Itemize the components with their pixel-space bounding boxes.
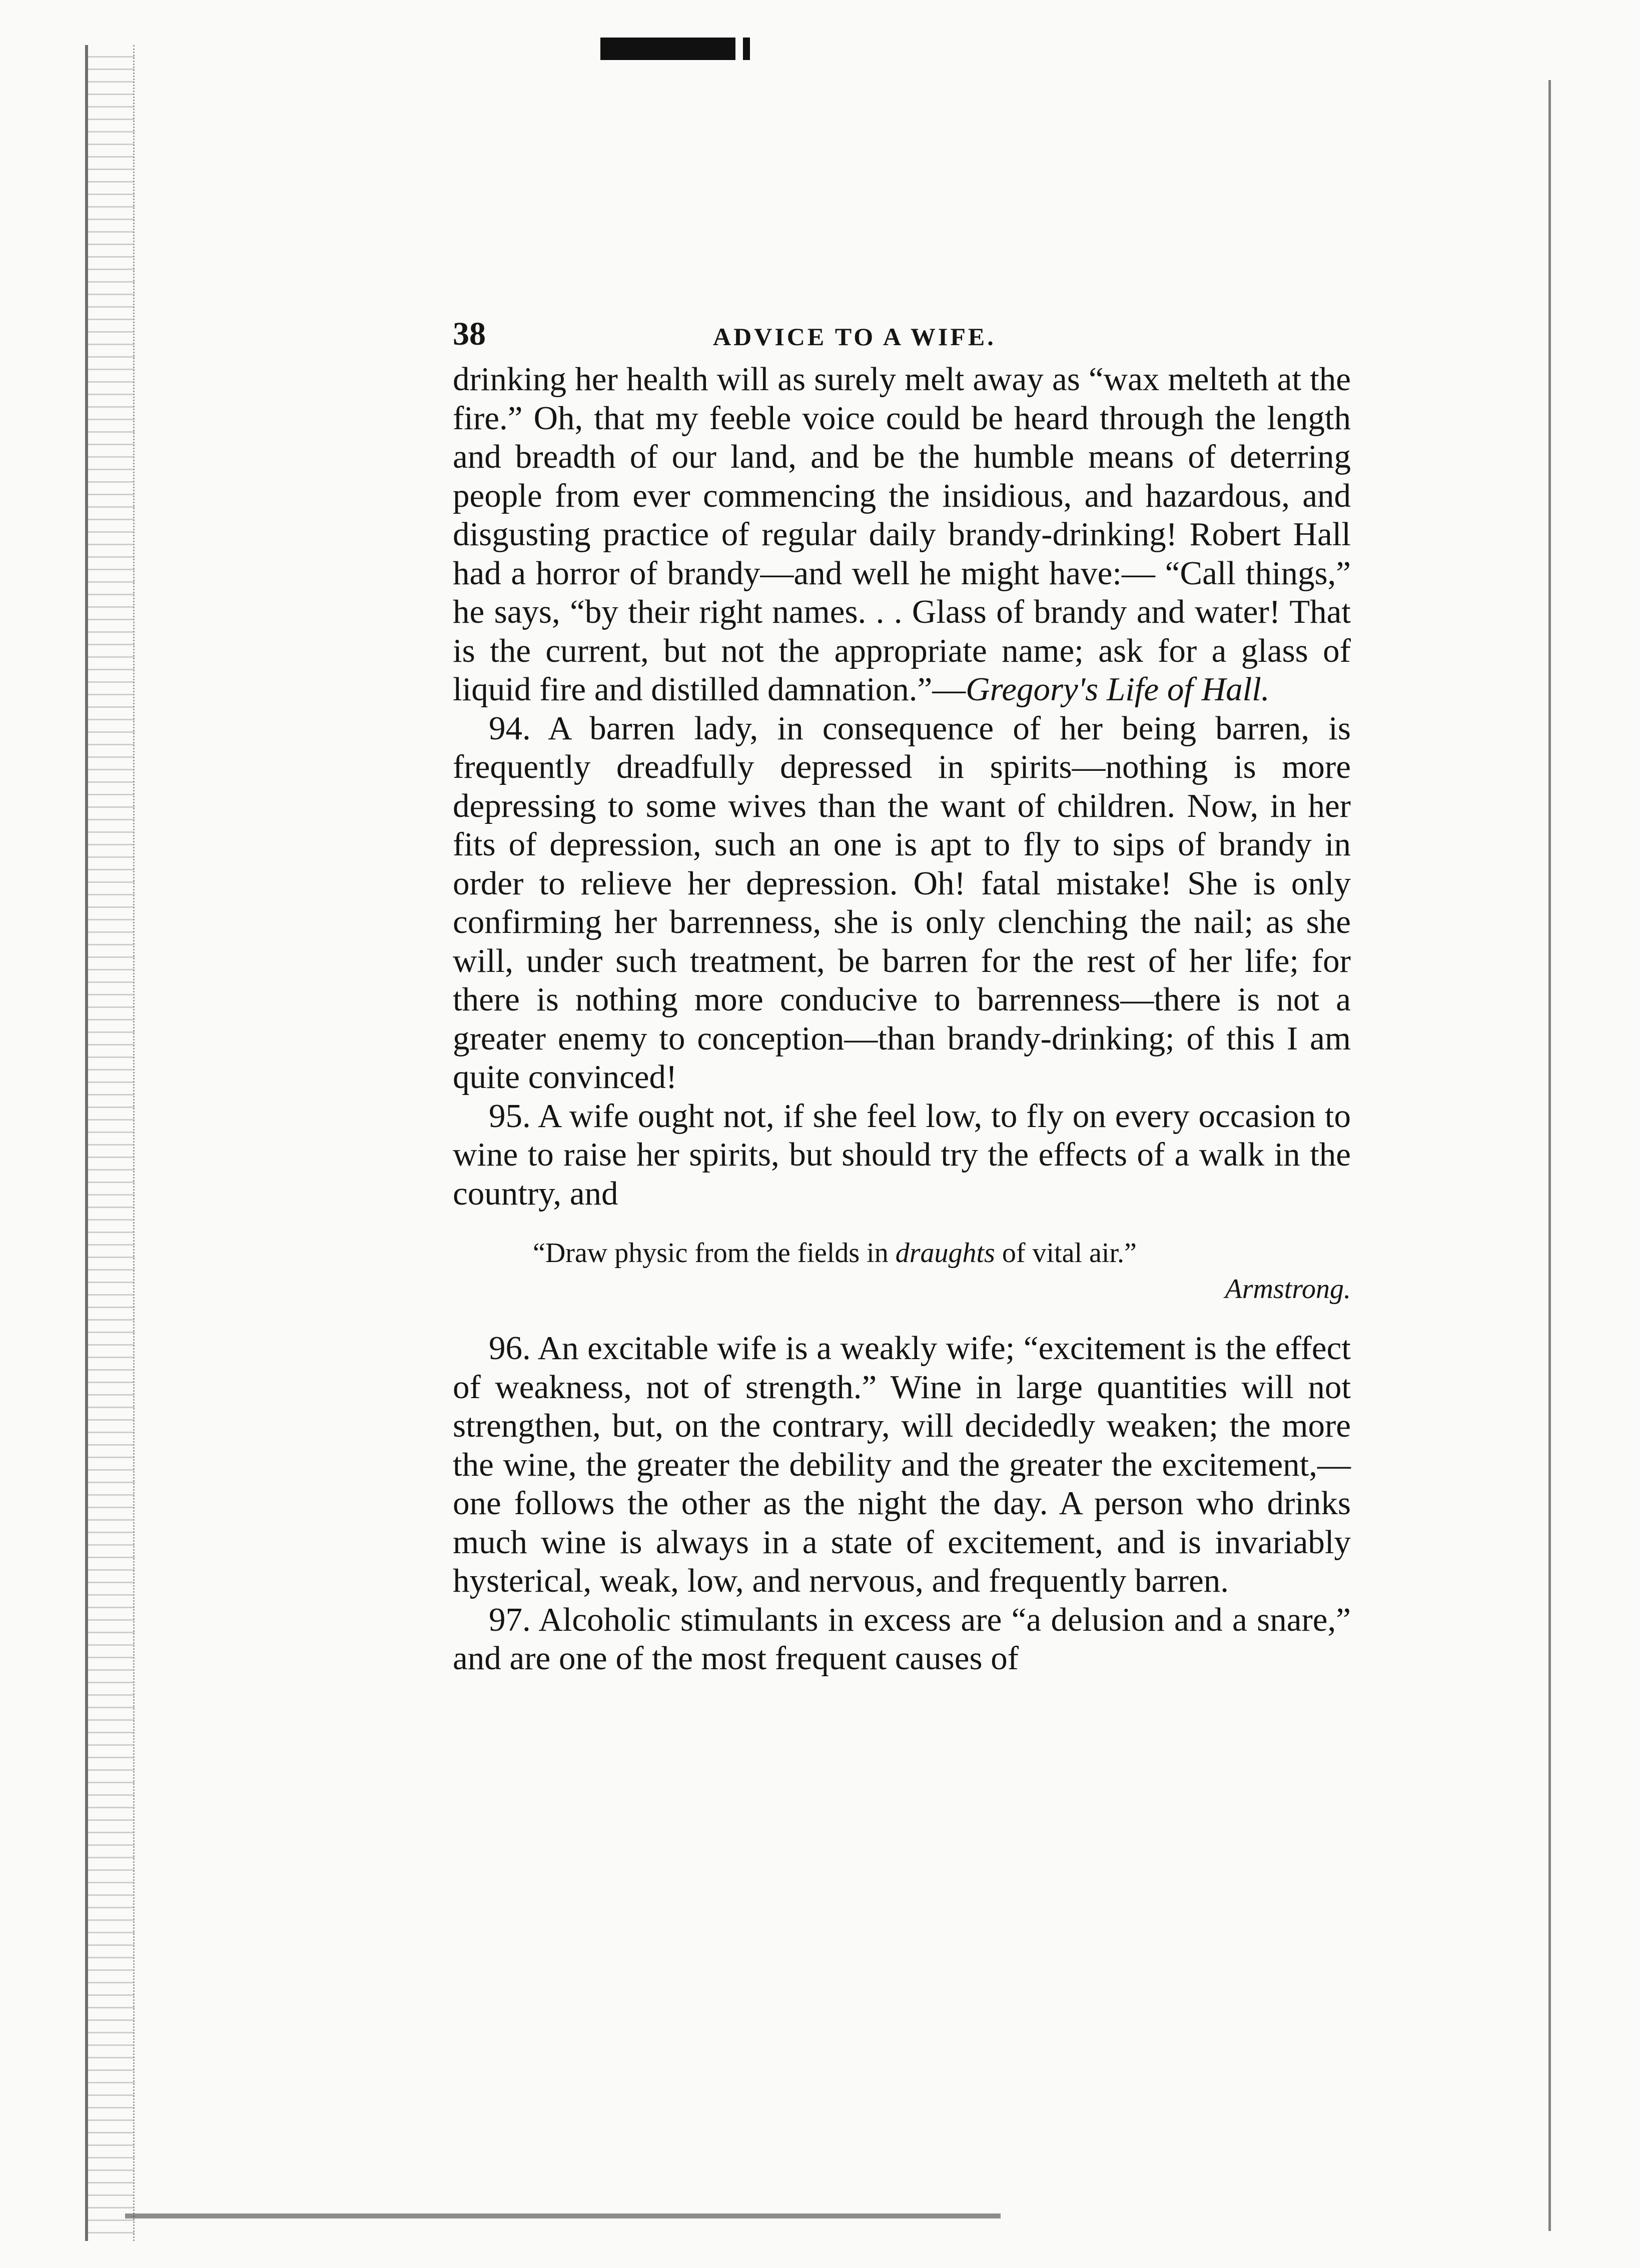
paragraph-continuation (453, 360, 1351, 709)
quote-text-start: “Draw physic from the fields in (533, 1238, 896, 1269)
scan-registration-tick (743, 38, 750, 60)
running-title: ADVICE TO A WIFE. (713, 323, 996, 351)
paragraph-94: 94. A barren lady, in consequence of her being barren, is frequently dreadfully depressed in spirits—nothing is more depressing to some wives than the want of children. Now, in her fits of depression, such an one is apt to fly to sips of brandy in order to relieve her depression. Oh! fatal mistake! She is only confirming her barrenness, she is only clenching the nail; as she will, under such treatment, be barren for the rest of her life; for there is nothing more conducive to barrenness—there is not a greater enemy to conception—than brandy-drinking; of this I am quite convinced! (453, 709, 1351, 1095)
right-page-edge (1548, 80, 1571, 2231)
source-citation: Gregory's Life of Hall. (966, 671, 1270, 708)
book-page (453, 315, 1351, 1678)
quote-text-end: of vital air.” (995, 1238, 1137, 1269)
running-head (453, 315, 1351, 360)
body-text (453, 360, 1351, 1678)
left-page-edge (85, 45, 135, 2241)
paragraph-text: drinking her health will as surely melt away as “wax melteth at the fire.” Oh, that my feeble voice could be heard through the length and breadth of our land, and be the humble means of deterring people from ever commencing the insidious, and hazardous, and disgusting practice of regular daily brandy-drinking! Robert Hall had a horror of brandy—and well he might have:— “Call things,” he says, “by their right names. . . Glass of brandy and water! That is the current, but not the appropriate name; ask for a glass of liquid fire and distilled damnation.”— (453, 361, 1351, 708)
quote-emphasis: draughts (895, 1238, 995, 1269)
scan-registration-mark (600, 38, 735, 60)
paragraph-95: 95. A wife ought not, if she feel low, to fly on every occasion to wine to raise her spirits, but should try the effects of a walk in the country, and (453, 1097, 1351, 1212)
quote-attribution: Armstrong. (1225, 1274, 1351, 1305)
paragraph-97: 97. Alcoholic stimulants in excess are “a delusion and a snare,” and are one of the most frequent causes of (453, 1601, 1351, 1677)
paragraph-96: 96. An excitable wife is a weakly wife; “excitement is the effect of weakness, not of strength.” Wine in large quantities will not strengthen, but, on the contrary, will decidedly weaken; the more the wine, the greater the debility and the greater the excitement,—one follows the other as the night the day. A person who drinks much wine is always in a state of excitement, and is invariably hysterical, weak, low, and nervous, and frequently barren. (453, 1330, 1351, 1599)
page-number: 38 (453, 316, 486, 352)
quote-line (453, 1235, 1351, 1271)
bottom-page-edge (125, 2213, 1001, 2218)
block-quote (453, 1235, 1351, 1307)
